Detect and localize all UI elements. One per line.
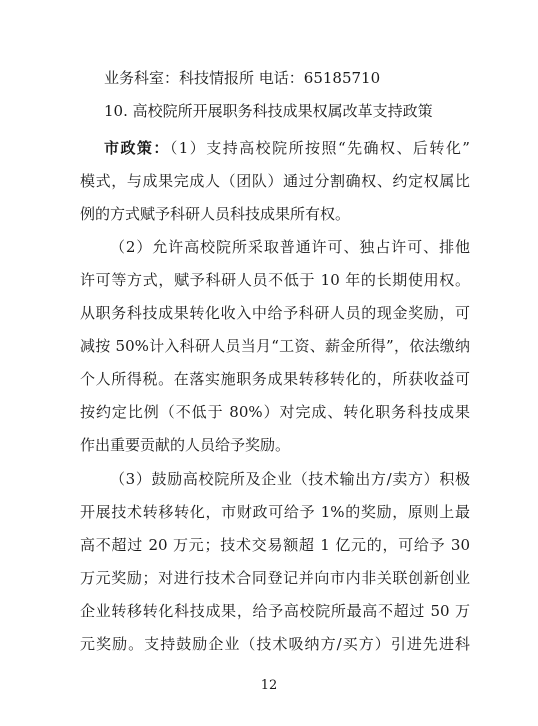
paragraph-2-line-2: 许可等方式，赋予科研人员不低于 10 年的长期使用权。 — [80, 271, 470, 289]
paragraph-1-line-1 — [104, 138, 470, 158]
paragraph-2-line-7: 作出重要贡献的人员给予奖励。 — [80, 436, 291, 454]
contact-line: 业务科室：科技情报所 电话：65185710 — [104, 69, 381, 87]
section-heading: 10. 高校院所开展职务科技成果权属改革支持政策 — [104, 102, 433, 120]
paragraph-2-line-6: 按约定比例（不低于 80%）对完成、转化职务科技成果 — [80, 403, 470, 421]
paragraph-3-line-1: （3）鼓励高校院所及企业（技术输出方/卖方）积极 — [110, 470, 470, 488]
paragraph-1-line-3: 例的方式赋予科研人员科技成果所有权。 — [80, 205, 351, 223]
page-number: 12 — [260, 678, 278, 693]
policy-lead-label: 市政策： — [104, 139, 170, 157]
paragraph-3-line-2: 开展技术转移转化，市财政可给予 1%的奖励，原则上最 — [80, 503, 470, 521]
paragraph-2-line-3: 从职务科技成果转化收入中给予科研人员的现金奖励，可 — [80, 304, 470, 322]
paragraph-1-line-1-text: （1）支持高校院所按照“先确权、后转化” — [169, 139, 470, 157]
paragraph-2-line-5: 个人所得税。在落实施职务成果转移转化的，所获收益可 — [80, 370, 470, 388]
paragraph-3-line-3: 高不超过 20 万元；技术交易额超 1 亿元的，可给予 30 — [80, 536, 470, 554]
paragraph-3-line-5: 企业转移转化科技成果，给予高校院所最高不超过 50 万 — [80, 602, 470, 620]
paragraph-2-line-4: 减按 50%计入科研人员当月“工资、薪金所得”，依法缴纳 — [80, 337, 470, 355]
paragraph-3-line-4: 万元奖励；对进行技术合同登记并向市内非关联创新创业 — [80, 569, 470, 587]
paragraph-3-line-6: 元奖励。支持鼓励企业（技术吸纳方/买方）引进先进科 — [80, 635, 470, 653]
paragraph-1-line-2: 模式，与成果完成人（团队）通过分割确权、约定权属比 — [80, 172, 470, 190]
paragraph-2-line-1: （2）允许高校院所采取普通许可、独占许可、排他 — [110, 238, 470, 256]
